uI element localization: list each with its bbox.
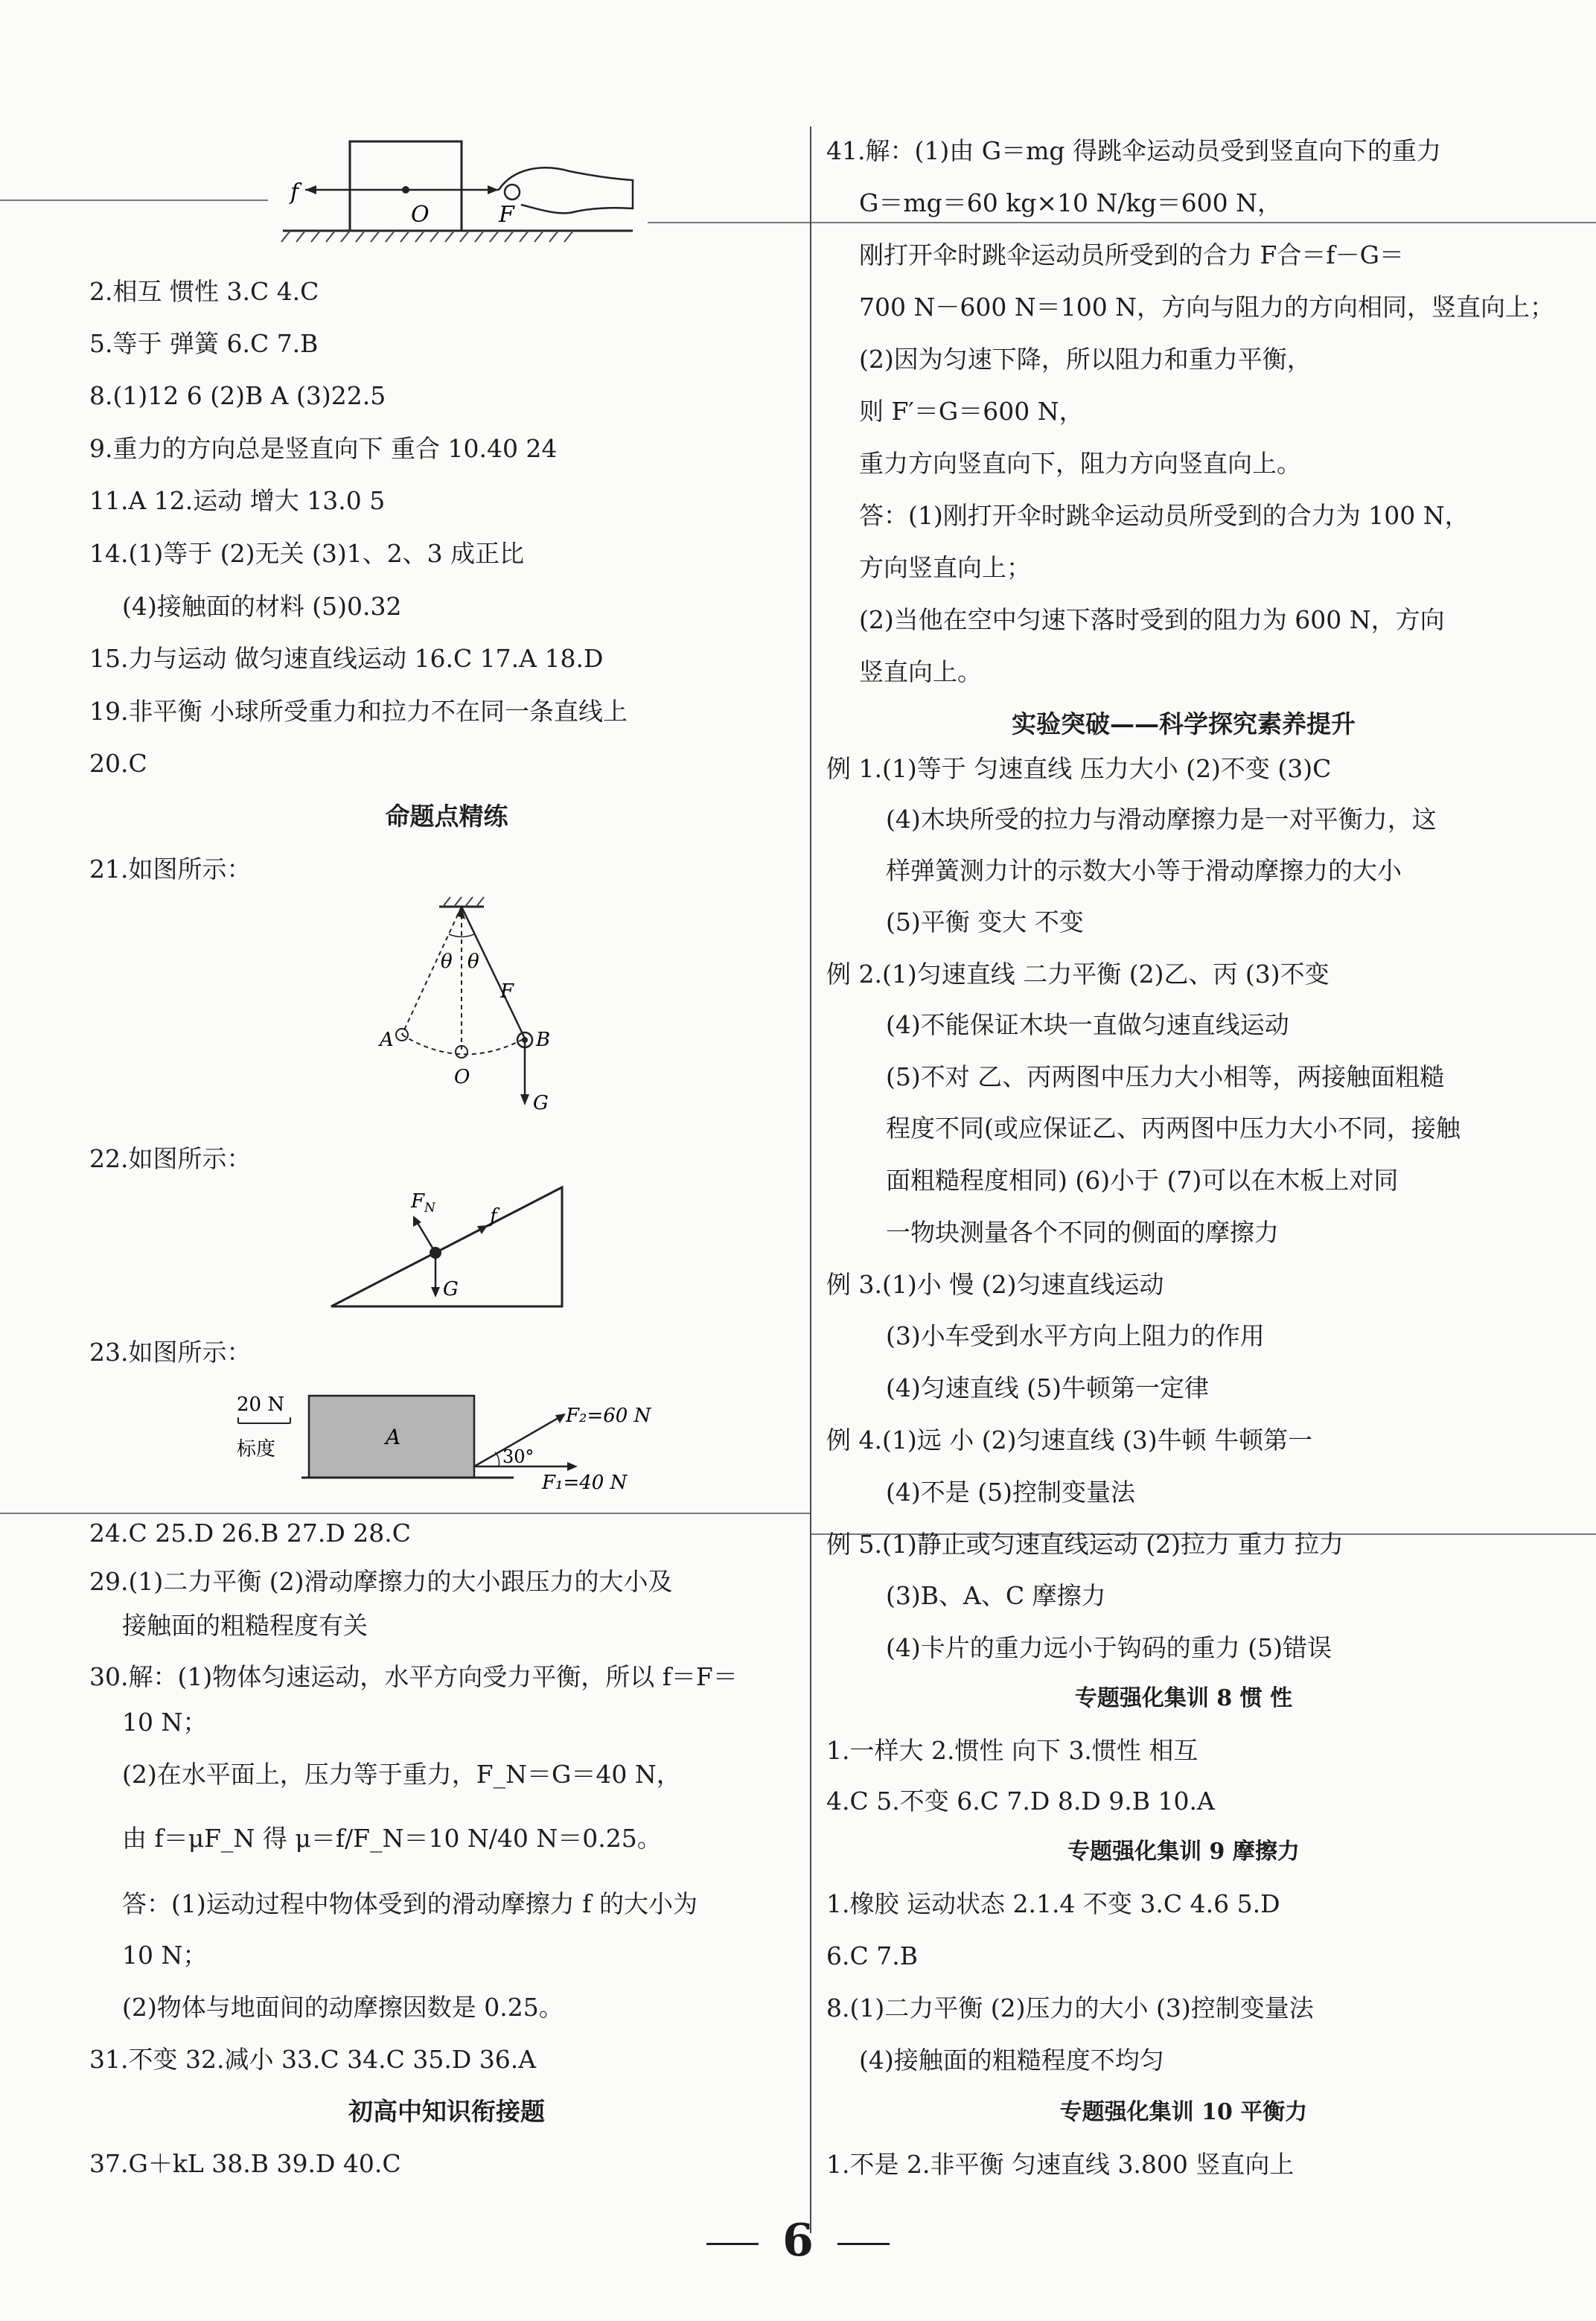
answer-line: 41.解：(1)由 G＝mg 得跳伞运动员受到竖直向下的重力 — [826, 136, 1441, 165]
label-G: G — [533, 1092, 549, 1114]
page-number-value: 6 — [782, 2215, 814, 2267]
answer-line: 一物块测量各个不同的侧面的摩擦力 — [886, 1218, 1279, 1247]
answer-line: 刚打开伞时跳伞运动员所受到的合力 F合＝f－G＝ — [859, 240, 1404, 269]
answer-line: 则 F′＝G＝600 N， — [859, 397, 1084, 426]
answer-line: 24.C 25.D 26.B 27.D 28.C — [89, 1519, 412, 1548]
section-heading-shiyan: 实验突破——科学探究素养提升 — [1012, 709, 1356, 738]
answer-line: (3)B、A、C 摩擦力 — [886, 1581, 1106, 1610]
section-heading-mingti: 命题点精练 — [385, 802, 508, 831]
answer-line: 竖直向上。 — [859, 657, 982, 686]
section-heading-set8: 专题强化集训 8 惯 性 — [1074, 1685, 1293, 1711]
answer-line: 8.(1)二力平衡 (2)压力的大小 (3)控制变量法 — [826, 1993, 1314, 2023]
answer-line: 700 N－600 N＝100 N，方向与阻力的方向相同，竖直向上； — [859, 293, 1555, 322]
answer-line: 面粗糙程度相同) (6)小于 (7)可以在木板上对同 — [886, 1166, 1399, 1195]
answer-line: (2)物体与地面间的动摩擦因数是 0.25。 — [122, 1993, 564, 2022]
label-A: A — [386, 1425, 401, 1449]
question-23: 23.如图所示： — [89, 1338, 252, 1367]
answer-line: (4)木块所受的拉力与滑动摩擦力是一对平衡力，这 — [886, 805, 1437, 834]
label-F: F — [500, 980, 514, 1003]
label-theta-1: θ — [441, 951, 453, 973]
answer-line: (4)接触面的材料 (5)0.32 — [122, 592, 402, 621]
top-rule-left — [0, 199, 268, 201]
answer-line: (4)接触面的粗糙程度不均匀 — [859, 2046, 1164, 2075]
label-theta-2: θ — [467, 951, 479, 973]
label-angle: 30° — [502, 1446, 534, 1467]
answer-line: (4)卡片的重力远小于钩码的重力 (5)错误 — [886, 1633, 1332, 1662]
label-F1: F₁=40 N — [542, 1472, 628, 1494]
question-21: 21.如图所示： — [89, 855, 252, 884]
answer-line: (4)不是 (5)控制变量法 — [886, 1478, 1135, 1507]
section-heading-set10: 专题强化集训 10 平衡力 — [1059, 2099, 1308, 2125]
answer-line: 31.不变 32.减小 33.C 34.C 35.D 36.A — [89, 2045, 537, 2074]
label-B: B — [536, 1029, 551, 1051]
mid-rule-left — [0, 1513, 810, 1514]
answer-line: G＝mg＝60 kg×10 N/kg＝600 N， — [859, 188, 1282, 217]
answer-line: 方向竖直向上； — [859, 553, 1031, 582]
label-FN-main: F — [411, 1190, 425, 1213]
answer-line: (5)不对 乙、丙两图中压力大小相等，两接触面粗糙 — [886, 1062, 1445, 1091]
answer-line: 例 3.(1)小 慢 (2)匀速直线运动 — [826, 1270, 1164, 1299]
answer-line: 37.G＋kL 38.B 39.D 40.C — [89, 2149, 401, 2178]
answer-line: 接触面的粗糙程度有关 — [122, 1611, 368, 1640]
answer-line: 例 5.(1)静止或匀速直线运动 (2)拉力 重力 拉力 — [826, 1530, 1344, 1559]
answer-line: 例 1.(1)等于 匀速直线 压力大小 (2)不变 (3)C — [826, 754, 1332, 783]
answer-line: 8.(1)12 6 (2)B A (3)22.5 — [89, 381, 386, 410]
label-f: f — [290, 179, 299, 205]
answer-line: 5.等于 弹簧 6.C 7.B — [89, 329, 319, 358]
label-O: O — [454, 1066, 470, 1088]
label-A: A — [380, 1029, 394, 1051]
answer-line: 11.A 12.运动 增大 13.0 5 — [89, 486, 386, 515]
label-O: O — [411, 202, 430, 228]
answer-line: 30.解：(1)物体匀速运动，水平方向受力平衡，所以 f＝F＝ — [89, 1662, 738, 1691]
answer-line: 答：(1)运动过程中物体受到的滑动摩擦力 f 的大小为 — [122, 1889, 698, 1918]
figure-22-incline — [328, 1176, 573, 1318]
answer-line: (4)不能保证木块一直做匀速直线运动 — [886, 1010, 1289, 1039]
scale-value: 20 N — [237, 1393, 285, 1416]
answer-line: 1.一样大 2.惯性 向下 3.惯性 相互 — [826, 1736, 1198, 1765]
answer-line: 例 4.(1)远 小 (2)匀速直线 (3)牛顿 牛顿第一 — [826, 1426, 1313, 1455]
label-FN — [410, 1190, 436, 1216]
answer-line: 重力方向竖直向下，阻力方向竖直向上。 — [859, 449, 1301, 478]
answer-line: 10 N； — [122, 1941, 208, 1970]
answer-line: 6.C 7.B — [826, 1941, 918, 1970]
dash-left — [706, 2243, 759, 2245]
answer-line: (2)当他在空中匀速下落时受到的阻力为 600 N，方向 — [859, 605, 1445, 634]
answer-line: (4)匀速直线 (5)牛顿第一定律 — [886, 1373, 1209, 1402]
top-rule-right — [648, 222, 1596, 223]
answer-line: 程度不同(或应保证乙、丙两图中压力大小不同，接触 — [886, 1114, 1461, 1143]
answer-line: 14.(1)等于 (2)无关 (3)1、2、3 成正比 — [89, 539, 525, 568]
page-number — [0, 2215, 1596, 2267]
answer-line: 20.C — [89, 749, 147, 778]
answer-line: (3)小车受到水平方向上阻力的作用 — [886, 1321, 1265, 1350]
answer-line: (2)因为匀速下降，所以阻力和重力平衡， — [859, 345, 1312, 374]
answer-line: (5)平衡 变大 不变 — [886, 907, 1084, 936]
answer-line: 1.不是 2.非平衡 匀速直线 3.800 竖直向上 — [826, 2150, 1295, 2179]
answer-line: 15.力与运动 做匀速直线运动 16.C 17.A 18.D — [89, 644, 604, 673]
column-divider — [810, 127, 811, 2233]
answer-line: (2)在水平面上，压力等于重力，F_N＝G＝40 N， — [122, 1760, 681, 1789]
answer-line: 2.相互 惯性 3.C 4.C — [89, 277, 319, 306]
figure-block-pull — [275, 134, 648, 253]
answer-line: 19.非平衡 小球所受重力和拉力不在同一条直线上 — [89, 697, 628, 726]
figure-21-pendulum — [357, 893, 596, 1124]
section-heading-set9: 专题强化集训 9 摩擦力 — [1067, 1839, 1300, 1865]
answer-line: 答：(1)刚打开伞时跳伞运动员所受到的合力为 100 N， — [859, 501, 1469, 530]
answer-line: 9.重力的方向总是竖直向下 重合 10.40 24 — [89, 434, 558, 463]
label-F: F — [499, 202, 514, 228]
answer-line: 29.(1)二力平衡 (2)滑动摩擦力的大小跟压力的大小及 — [89, 1567, 673, 1596]
section-heading-chugao: 初高中知识衔接题 — [348, 2097, 545, 2126]
figure-23-block-forces — [231, 1385, 692, 1496]
answer-line: 10 N； — [122, 1708, 208, 1737]
label-F2: F₂=60 N — [566, 1405, 651, 1427]
question-22: 22.如图所示： — [89, 1144, 252, 1173]
label-G: G — [443, 1278, 459, 1300]
dash-right — [837, 2243, 890, 2245]
answer-line: 例 2.(1)匀速直线 二力平衡 (2)乙、丙 (3)不变 — [826, 960, 1330, 989]
answer-line: 1.橡胶 运动状态 2.1.4 不变 3.C 4.6 5.D — [826, 1889, 1280, 1918]
answer-line: 由 f＝μF_N 得 μ＝f/F_N＝10 N/40 N＝0.25。 — [122, 1824, 662, 1853]
label-FN-sub: N — [424, 1201, 435, 1216]
answer-line: 样弹簧测力计的示数大小等于滑动摩擦力的大小 — [886, 856, 1402, 885]
answer-line: 4.C 5.不变 6.C 7.D 8.D 9.B 10.A — [826, 1787, 1215, 1816]
scale-label: 标度 — [237, 1438, 276, 1460]
label-f: f — [490, 1205, 497, 1227]
